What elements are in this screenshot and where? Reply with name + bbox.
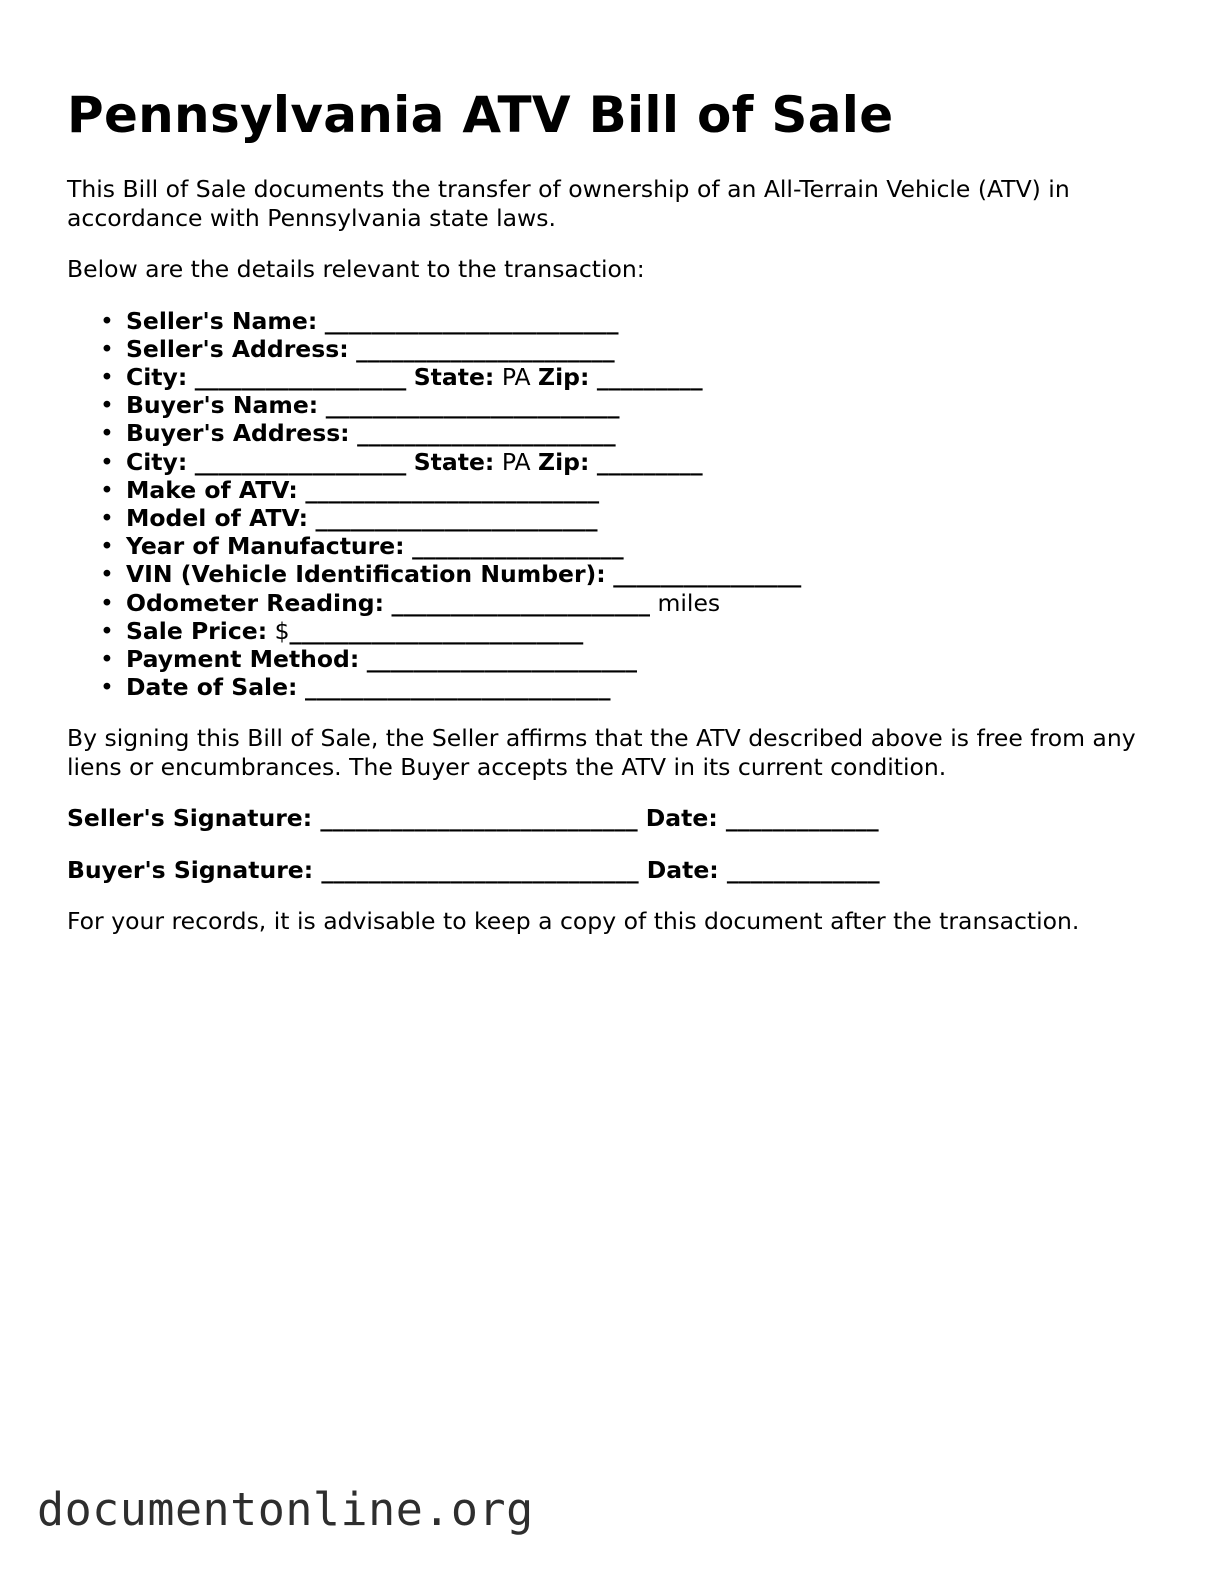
list-item-odometer [100,589,1177,617]
seller-date-blank[interactable]: _____________ [725,804,879,833]
seller-address-blank[interactable]: ______________________ [356,334,615,363]
seller-name-blank[interactable]: _________________________ [324,306,619,335]
list-item-year [100,532,1177,560]
buyer-address-blank[interactable]: ______________________ [357,419,616,448]
buyer-state-value: PA [501,447,531,476]
price-currency: $ [274,616,290,645]
list-item-date-of-sale [100,673,1177,701]
list-item-price [100,617,1177,645]
list-item-model [100,504,1177,532]
buyer-zip-label: Zip: [538,447,590,476]
price-blank[interactable]: _________________________ [289,616,584,645]
seller-signature-blank[interactable]: ___________________________ [320,804,638,833]
seller-signature-label: Seller's Signature: [67,804,313,833]
list-item-payment [100,645,1177,673]
transaction-details-list [67,307,1177,702]
buyer-date-label: Date: [646,855,719,884]
list-item-buyer-city [100,448,1177,476]
list-item-seller-name [100,307,1177,335]
buyer-address-label: Buyer's Address: [126,419,350,448]
page-title: Pennsylvania ATV Bill of Sale [67,86,894,144]
list-item-vin [100,560,1177,588]
closing-paragraph: For your records, it is advisable to keep a copy of this document after the transaction. [67,907,1080,936]
affirmation-paragraph: By signing this Bill of Sale, the Seller affirms that the ATV described above is free from any liens or encumbrances. The Buyer accepts the ATV in its current condition. [67,724,1136,781]
buyer-name-blank[interactable]: _________________________ [325,391,620,420]
list-item-buyer-address [100,419,1177,447]
seller-name-label: Seller's Name: [126,306,318,335]
seller-address-label: Seller's Address: [126,334,349,363]
watermark: documentonline.org [37,1483,534,1536]
list-item-seller-address [100,335,1177,363]
year-blank[interactable]: __________________ [412,532,624,561]
vin-label: VIN (Vehicle Identification Number): [126,560,606,589]
model-blank[interactable]: ________________________ [315,503,598,532]
buyer-name-label: Buyer's Name: [126,391,319,420]
buyer-signature-label: Buyer's Signature: [67,855,314,884]
model-label: Model of ATV: [126,503,308,532]
odometer-blank[interactable]: ______________________ [391,588,651,617]
buyer-signature-line [67,856,1177,885]
buyer-city-blank[interactable]: __________________ [194,447,407,476]
make-blank[interactable]: _________________________ [305,475,600,504]
buyer-date-blank[interactable]: _____________ [726,855,880,884]
buyer-zip-blank[interactable]: _________ [596,447,703,476]
make-label: Make of ATV: [126,475,298,504]
buyer-state-label: State: [413,447,495,476]
date-of-sale-label: Date of Sale: [126,673,298,702]
price-label: Sale Price: [126,616,268,645]
year-label: Year of Manufacture: [126,532,405,561]
vin-blank[interactable]: ________________ [613,560,802,589]
seller-signature-line [67,804,1177,833]
payment-blank[interactable]: _______________________ [366,644,638,673]
odometer-unit: miles [657,588,721,617]
lead-paragraph: Below are the details relevant to the transaction: [67,255,645,283]
payment-label: Payment Method: [126,644,360,673]
seller-date-label: Date: [645,804,718,833]
seller-state-label: State: [413,362,495,391]
buyer-city-label: City: [126,447,188,476]
seller-city-label: City: [126,362,188,391]
list-item-buyer-name [100,391,1177,419]
intro-paragraph: This Bill of Sale documents the transfer of ownership of an All-Terrain Vehicle (ATV) in accordance with Pennsylvania state laws. [67,175,1070,232]
list-item-seller-city [100,363,1177,391]
seller-state-value: PA [501,362,531,391]
seller-city-blank[interactable]: __________________ [194,362,407,391]
list-item-make [100,476,1177,504]
date-of-sale-blank[interactable]: __________________________ [304,673,611,702]
buyer-signature-blank[interactable]: ___________________________ [321,855,639,884]
odometer-label: Odometer Reading: [126,588,385,617]
seller-zip-label: Zip: [538,362,590,391]
seller-zip-blank[interactable]: _________ [596,362,703,391]
document-page [67,86,1177,936]
